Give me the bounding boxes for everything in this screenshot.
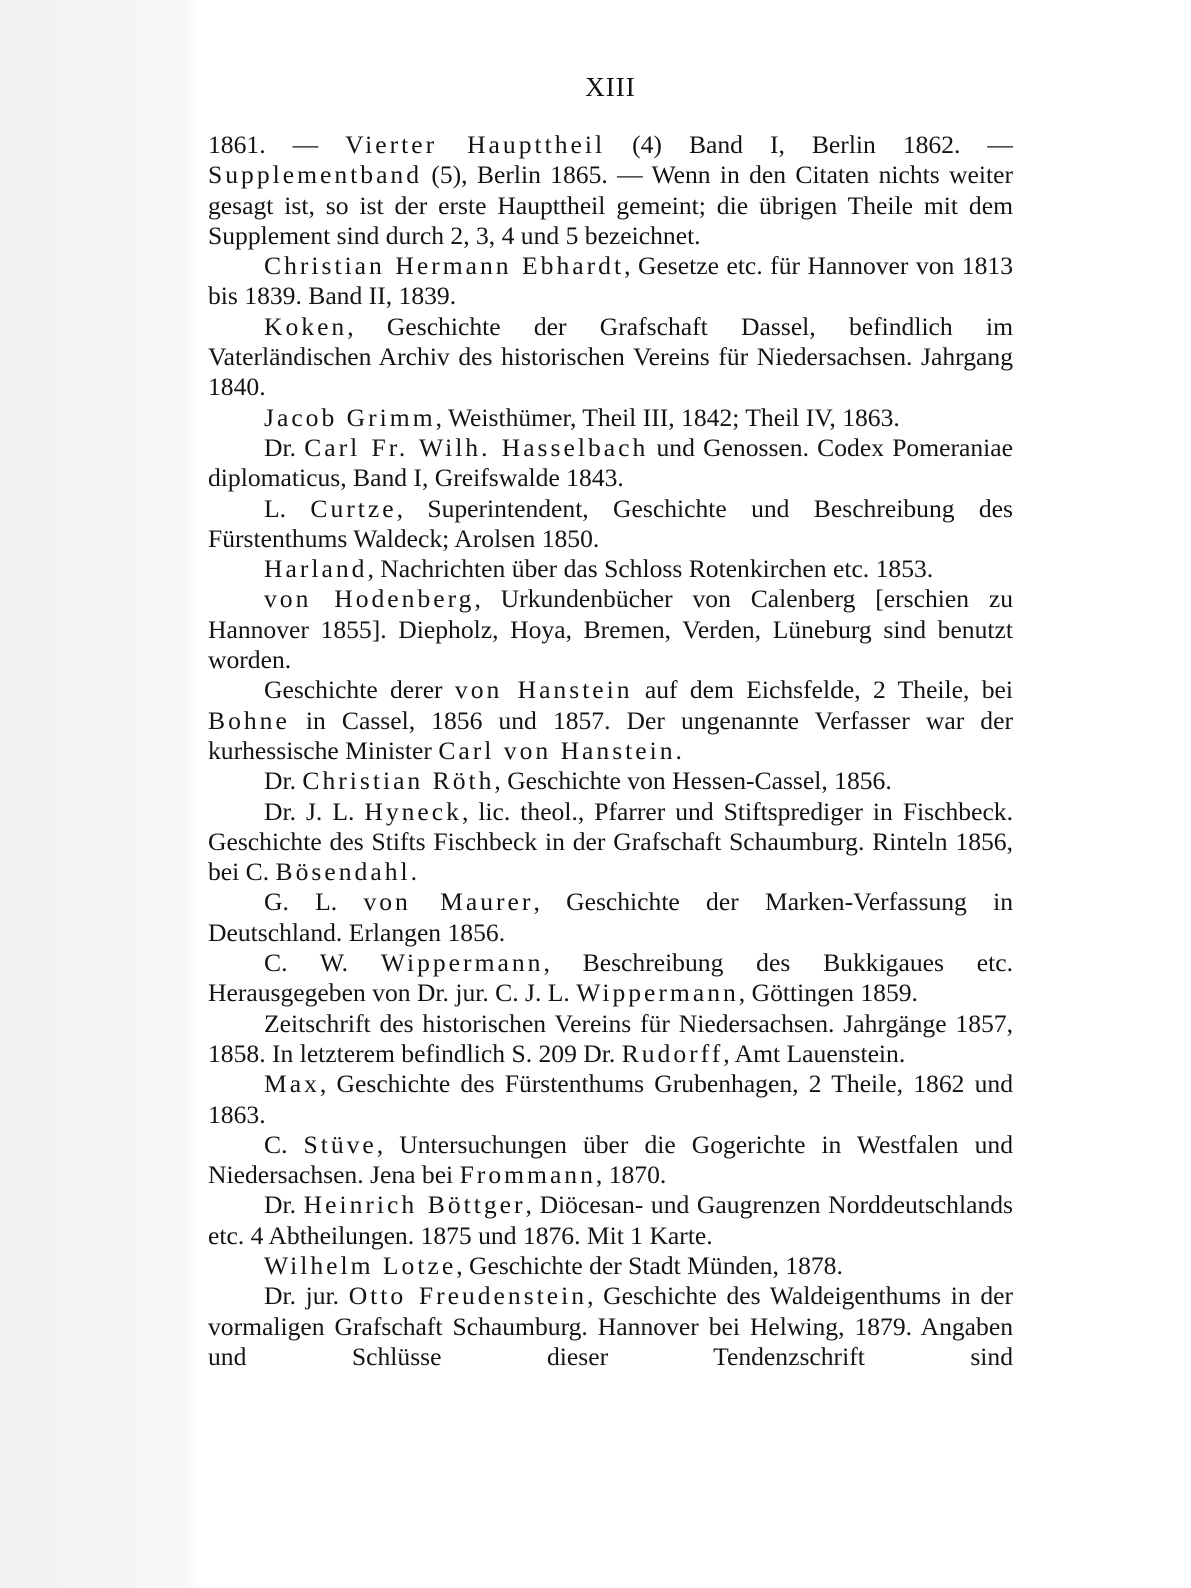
spaced-name: Carl Fr. Wilh. Hasselbach (304, 432, 649, 462)
bibliography-entry (208, 1281, 1013, 1372)
bibliography-entry (208, 1069, 1013, 1130)
bibliography-entry (208, 130, 1013, 251)
entry-text: L. (264, 493, 311, 523)
entry-text: , lic. theol., Pfarrer und Stiftsprediger in Fischbeck. Geschichte des Stifts Fischbeck in der Grafschaft Schaumburg. Rinteln 1856, bei C. (208, 796, 1013, 887)
bibliography-entry (208, 403, 1013, 433)
bibliography-entry (208, 1251, 1013, 1281)
entry-text: Zeitschrift des historischen Vereins für Niedersachsen. Jahrgänge 1857, 1858. In letzterem befindlich S. 209 Dr. (208, 1008, 1013, 1068)
entry-text: (4) Band I, Berlin 1862. — (605, 130, 1013, 159)
bibliography-entry (208, 494, 1013, 555)
entry-text: , Beschreibung des Bukkigaues etc. Herausgegeben von Dr. jur. C. J. L. (208, 948, 1013, 1008)
spaced-name: Supplementband (208, 160, 423, 190)
spaced-name: Vierter Haupttheil (345, 130, 606, 159)
spaced-name: Bösendahl (275, 857, 411, 887)
bibliography-entry (208, 1190, 1013, 1251)
entry-text: auf dem Eichsfelde, 2 Theile, bei (632, 675, 1013, 705)
entry-text: , Geschichte von Hessen-Cassel, 1856. (494, 766, 892, 796)
spaced-name: Frommann (459, 1160, 596, 1190)
spaced-name: Jacob Grimm (264, 402, 436, 432)
spaced-name: Carl von Hanstein (438, 735, 676, 765)
spaced-name: Hyneck (364, 796, 462, 826)
entry-text: , Geschichte des Waldeigenthums in der vormaligen Grafschaft Schaumburg. Hannover bei Helwing, 1879. Angaben und Schlüsse dieser Tendenzschrift sind (208, 1281, 1013, 1371)
entry-text: . (675, 735, 682, 765)
page-number: XIII (585, 72, 636, 102)
entry-text: , Nachrichten über das Schloss Rotenkirchen etc. 1853. (367, 554, 934, 584)
entry-text: , 1870. (595, 1160, 667, 1190)
entry-text: , Geschichte des Fürstenthums Grubenhagen, 2 Theile, 1862 und 1863. (208, 1069, 1013, 1129)
spaced-name: Curtze (310, 493, 397, 523)
spaced-name: Rudorff (621, 1038, 724, 1068)
bibliography-entry (208, 1009, 1013, 1070)
spaced-name: Max (264, 1069, 320, 1099)
spaced-name: von Hodenberg (264, 584, 475, 614)
entry-text: Dr. (264, 766, 303, 796)
bibliography-entry (208, 554, 1013, 584)
entry-text: Geschichte derer (264, 675, 455, 705)
spaced-name: Bohne (208, 705, 290, 735)
spaced-name: Christian Röth (302, 766, 495, 796)
bibliography-entry (208, 433, 1013, 494)
bibliography-text (208, 130, 1013, 1372)
entry-text: , Untersuchungen über die Gogerichte in Westfalen und Niedersachsen. Jena bei (208, 1129, 1013, 1190)
spaced-name: Harland (264, 554, 368, 584)
bibliography-entry (208, 251, 1013, 312)
entry-text: , Weisthümer, Theil III, 1842; Theil IV, 1863. (435, 402, 900, 432)
bibliography-entry (208, 887, 1013, 948)
entry-text: G. L. (264, 887, 364, 917)
entry-text: , Urkundenbücher von Calenberg [erschien zu Hannover 1855]. Diepholz, Hoya, Bremen, Verden, Lüneburg sind benutzt worden. (208, 584, 1013, 675)
spaced-name: Stüve (303, 1129, 377, 1159)
entry-text: Dr. jur. (264, 1281, 349, 1311)
entry-text: Dr. (264, 1190, 304, 1220)
bibliography-entry (208, 675, 1013, 766)
entry-text: , Superintendent, Geschichte und Beschreibung des Fürstenthums Waldeck; Arolsen 1850. (208, 493, 1013, 553)
spaced-name: Wippermann (576, 978, 739, 1008)
entry-text: , Gesetze etc. für Hannover von 1813 bis 1839. Band II, 1839. (208, 251, 1013, 311)
entry-text: , Geschichte der Grafschaft Dassel, befindlich im Vaterländischen Archiv des historischen Vereins für Niedersachsen. Jahrgang 1840. (208, 311, 1013, 402)
bibliography-entry (208, 312, 1013, 403)
entry-text: und Genossen. Codex Pomeraniae diplomaticus, Band I, Greifswalde 1843. (208, 432, 1014, 493)
bibliography-entry (208, 584, 1013, 675)
entry-text: C. W. (264, 948, 381, 978)
entry-text: , Geschichte der Stadt Münden, 1878. (456, 1250, 843, 1280)
entry-text: , Amt Lauenstein. (723, 1038, 906, 1068)
spaced-name: Heinrich Böttger (303, 1190, 526, 1220)
entry-text: in Cassel, 1856 und 1857. Der ungenannte Verfasser war der kurhessische Minister (208, 705, 1013, 765)
bibliography-entry (208, 766, 1013, 796)
spaced-name: Otto Freudenstein (348, 1281, 588, 1311)
entry-text: Dr. J. L. (264, 796, 365, 826)
spaced-name: Christian Hermann Ebhardt (264, 251, 625, 281)
entry-text: C. (264, 1129, 304, 1159)
bibliography-entry (208, 797, 1013, 888)
entry-text: , Göttingen 1859. (738, 978, 918, 1008)
entry-text: Dr. (264, 432, 305, 462)
spaced-name: Koken (264, 311, 348, 341)
entry-text: 1861. — (208, 130, 346, 159)
bibliography-entry (208, 948, 1013, 1009)
entry-text: , Geschichte der Marken-Verfassung in Deutschland. Erlangen 1856. (208, 887, 1014, 947)
spaced-name: von Maurer (363, 887, 534, 917)
spaced-name: von Hanstein (454, 675, 633, 705)
entry-text: . (410, 857, 418, 887)
spaced-name: Wilhelm Lotze (264, 1250, 457, 1280)
entry-text: , Diöcesan- und Gaugrenzen Norddeutschlands etc. 4 Abtheilungen. 1875 und 1876. Mit 1 Karte. (208, 1190, 1013, 1250)
bibliography-entry (208, 1130, 1013, 1191)
entry-text: (5), Berlin 1865. — Wenn in den Citaten nichts weiter gesagt ist, so ist der erste Haupttheil gemeint; die übrigen Theile mit dem Supplement sind durch 2, 3, 4 und 5 bezeichnet. (208, 160, 1013, 250)
spaced-name: Wippermann (380, 948, 544, 978)
